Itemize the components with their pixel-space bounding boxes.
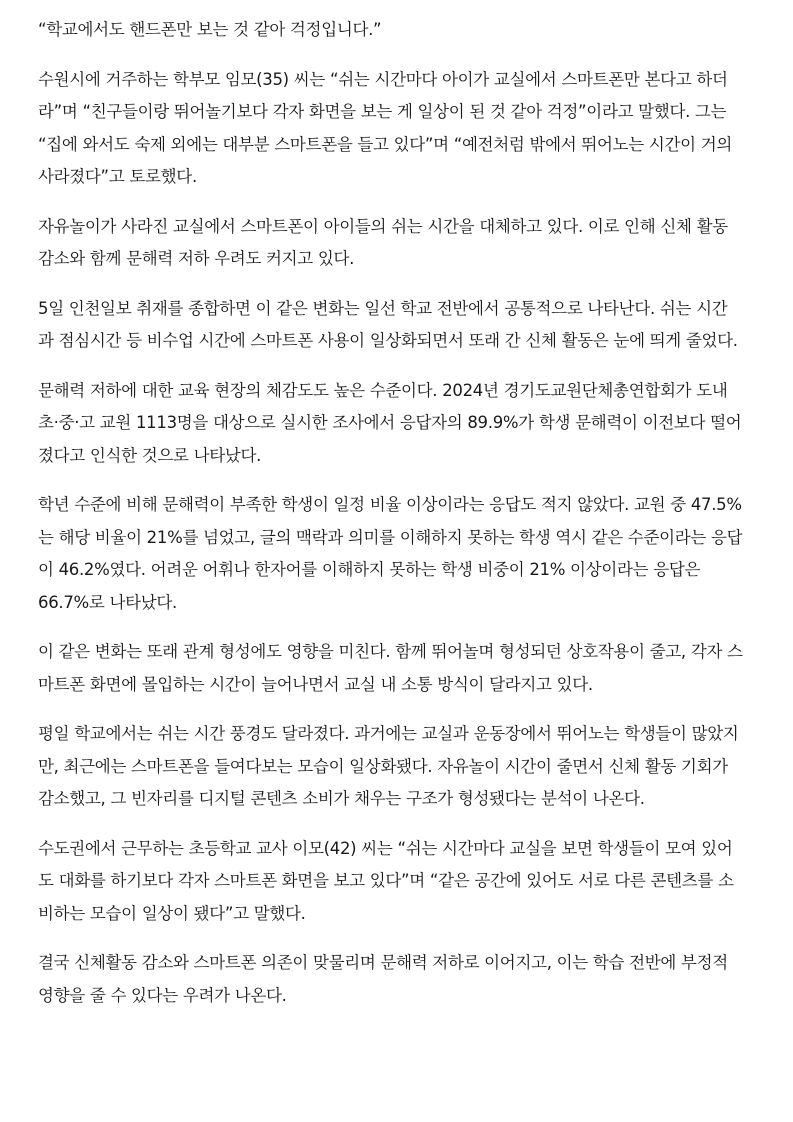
text-line: “학교에서도 핸드폰만 보는 것 같아 걱정입니다.” — [38, 20, 382, 39]
text-line: 수도권에서 근무하는 초등학교 교사 이모(42) 씨는 “쉬는 시간마다 교실을 보면 학생들이 모여 있어 — [38, 838, 733, 858]
text-line: 과 점심시간 등 비수업 시간에 스마트폰 사용이 일상화되면서 또래 간 신체 활동은 눈에 띄게 줄었다. — [38, 331, 738, 350]
text-line: 졌다고 인식한 것으로 나타났다. — [38, 445, 262, 465]
text-line: 도 대화를 하기보다 각자 스마트폰 화면을 보고 있다”며 “같은 공간에 있어도 서로 다른 콘텐츠를 소 — [38, 871, 734, 890]
text-line: 영향을 줄 수 있다는 우려가 나온다. — [38, 985, 287, 1005]
paragraph-quote — [38, 14, 756, 47]
text-line: 감소했고, 그 빈자리를 디지털 콘텐츠 소비가 채우는 구조가 형성됐다는 분석이 나온다. — [38, 789, 645, 808]
text-line: 자유놀이가 사라진 교실에서 스마트폰이 아이들의 쉬는 시간을 대체하고 있다. 이로 인해 신체 활동 — [38, 216, 728, 236]
text-line: 이 같은 변화는 또래 관계 형성에도 영향을 미친다. 함께 뛰어놀며 형성되던 상호작용이 줄고, 각자 스 — [38, 642, 743, 661]
text-line: 초·중·고 교원 1113명을 대상으로 실시한 조사에서 응답자의 89.9%가 학생 문해력이 이전보다 떨어 — [38, 413, 742, 432]
paragraph-school-scene — [38, 718, 756, 816]
paragraph-teacher-interview — [38, 833, 756, 931]
text-line: 라”며 “친구들이랑 뛰어놀기보다 각자 화면을 보는 게 일상이 된 것 같아 걱정”이라고 말했다. 그는 — [38, 102, 727, 121]
text-line: 마트폰 화면에 몰입하는 시간이 늘어나면서 교실 내 소통 방식이 달라지고 있다. — [38, 674, 593, 694]
text-line: 비하는 모습이 일상이 됐다”고 말했다. — [38, 903, 306, 923]
text-line: 만, 최근에는 스마트폰을 들여다보는 모습이 일상화됐다. 자유놀이 시간이 줄면서 신체 활동 기회가 — [38, 756, 728, 776]
paragraph-peer-relations — [38, 636, 756, 701]
paragraph-survey-details — [38, 489, 756, 619]
text-line: 문해력 저하에 대한 교육 현장의 체감도도 높은 수준이다. 2024년 경기도교원단체총연합회가 도내 — [38, 380, 728, 400]
text-line: 평일 학교에서는 쉬는 시간 풍경도 달라졌다. 과거에는 교실과 운동장에서 뛰어노는 학생들이 많았지 — [38, 724, 739, 743]
text-line: 5일 인천일보 취재를 종합하면 이 같은 변화는 일선 학교 전반에서 공통적으로 나타난다. 쉬는 시간 — [38, 298, 728, 318]
article-body — [38, 14, 756, 1029]
text-line: 수원시에 거주하는 학부모 임모(35) 씨는 “쉬는 시간마다 아이가 교실에서 스마트폰만 본다고 하더 — [38, 69, 728, 89]
text-line: 감소와 함께 문해력 저하 우려도 커지고 있다. — [38, 249, 355, 268]
paragraph-reporting — [38, 293, 756, 358]
text-line: 사라졌다”고 토로했다. — [38, 167, 197, 186]
paragraph-lead — [38, 211, 756, 276]
text-line: 66.7%로 나타났다. — [38, 592, 178, 612]
text-line: 는 해당 비율이 21%를 넘었고, 글의 맥락과 의미를 이해하지 못하는 학생 역시 같은 수준이라는 응답 — [38, 527, 743, 547]
text-line: 이 46.2%였다. 어려운 어휘나 한자어를 이해하지 못하는 학생 비중이 21% 이상이라는 응답은 — [38, 560, 701, 579]
text-line: “집에 와서도 숙제 외에는 대부분 스마트폰을 들고 있다”며 “예전처럼 밖에서 뛰어노는 시간이 거의 — [38, 134, 733, 154]
paragraph-parent-interview — [38, 64, 756, 194]
text-line: 학년 수준에 비해 문해력이 부족한 학생이 일정 비율 이상이라는 응답도 적지 않았다. 교원 중 47.5% — [38, 495, 742, 514]
text-line: 결국 신체활동 감소와 스마트폰 의존이 맞물리며 문해력 저하로 이어지고, 이는 학습 전반에 부정적 — [38, 953, 728, 972]
paragraph-survey — [38, 375, 756, 473]
paragraph-conclusion — [38, 947, 756, 1012]
